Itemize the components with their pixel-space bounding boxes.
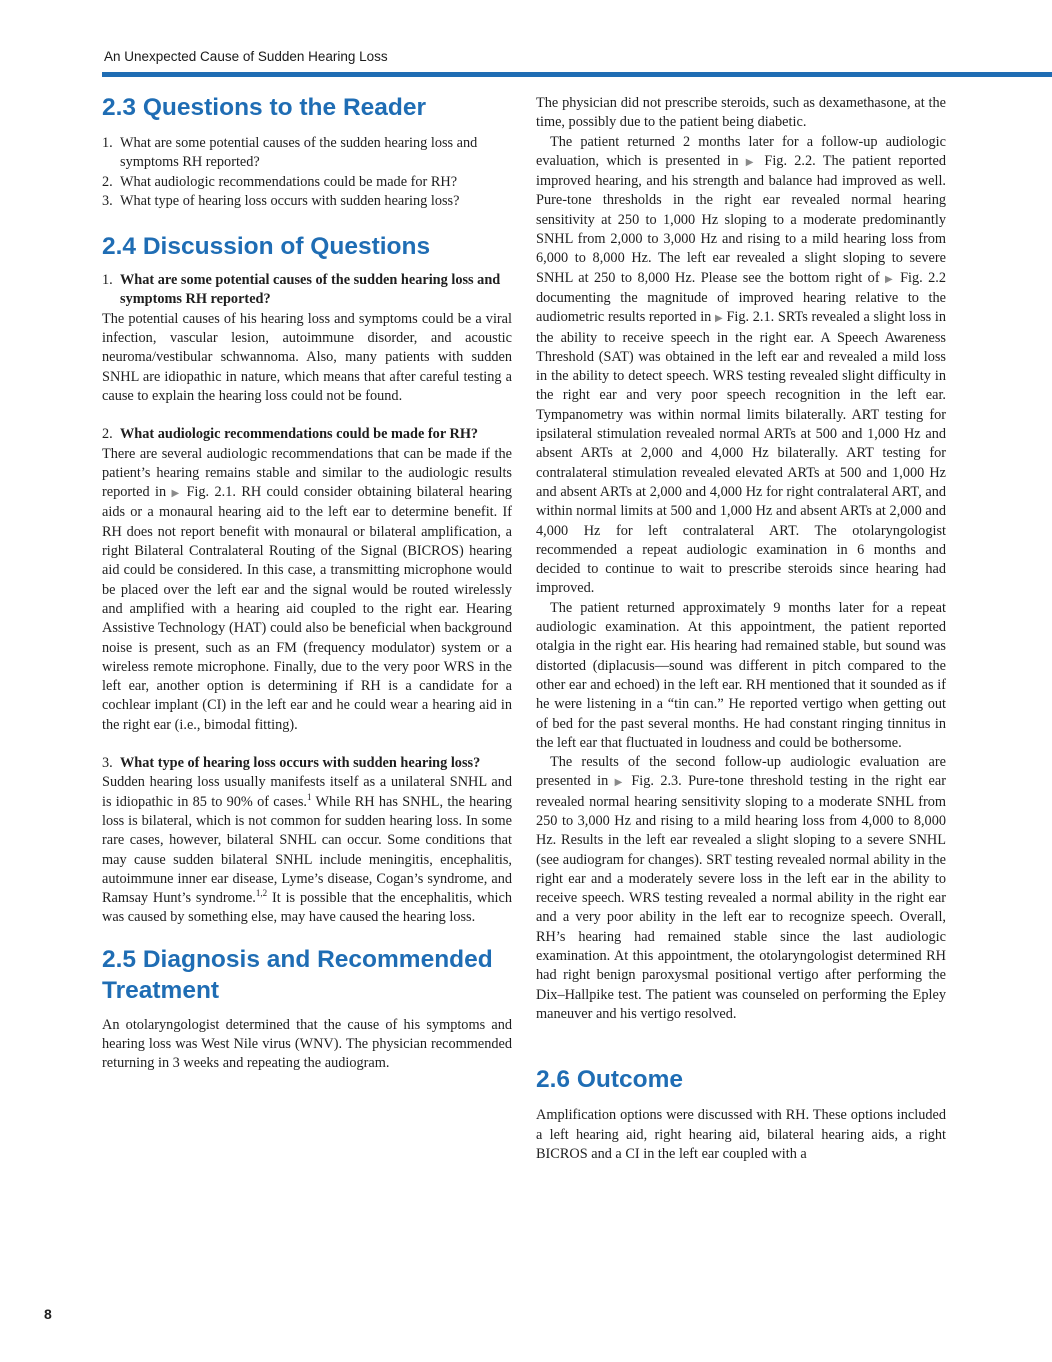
list-item <box>102 192 512 211</box>
figure-ref-link[interactable]: Fig. 2.2. <box>764 152 816 169</box>
paragraph <box>536 133 946 599</box>
paragraph: The physician did not prescribe steroids, such as dexamethasone, at the time, possibly due to the patient being diabetic. <box>536 95 946 131</box>
question-number: 2. <box>102 426 113 443</box>
paragraph-text: documenting the magnitude of improved hearing relative to the audiometric results reported in <box>536 289 946 326</box>
figure-ref-link[interactable]: Fig. 2.3. <box>631 773 682 790</box>
triangle-right-icon: ▶ <box>885 273 895 285</box>
paragraph-text: Pure-tone threshold testing in the right ear revealed normal hearing sensitivity sloping to a moderate SNHL from 250 to 3,000 Hz and rising to a mild hearing loss from 4,000 to 8,000 Hz. Results in the left ear revealed a slight sloping to a severe SNHL (see audiogram for changes). SRT testing revealed normal ability in the right ear and a moderately severe loss in the left ear in the ability to receive speech. WRS testing revealed a normal ability in the right ear and a very poor ability in the left ear to recognize speech. Overall, RH’s hearing had remained stable since the last audiologic examination. At this appointment, the otolaryngologist determined RH had right benign paroxysmal positional vertigo after performing the Dix–Hallpike test. The patient was counseled on performing the Epley maneuver and his vertigo resolved. <box>536 773 946 1022</box>
paragraph-text: The patient returned 2 months later for a follow-up audiologic evaluation, which is presented in <box>536 133 946 169</box>
answer-text: There are several audiologic recommendations that can be made if the patient’s hearing remains stable and similar to the audiologic results reported in <box>102 445 512 501</box>
answer-text: It is possible that the encephalitis, which was caused by something else, may have caused the hearing loss. <box>102 890 512 926</box>
triangle-right-icon: ▶ <box>171 488 182 500</box>
triangle-right-icon: ▶ <box>715 313 723 325</box>
section-2-4-title: 2.4 Discussion of Questions <box>102 233 431 261</box>
triangle-right-icon: ▶ <box>614 777 626 789</box>
section-2-6-title: 2.6 Outcome <box>536 1066 684 1094</box>
answer-text: Sudden hearing loss usually manifests itself as a unilateral SNHL and is idiopathic in 85 to 90% of cases. <box>102 774 512 810</box>
question-1-heading <box>102 271 512 310</box>
list-number: 1. <box>102 135 113 151</box>
list-number: 2. <box>102 173 113 190</box>
section-2-3-title: 2.3 Questions to the Reader <box>102 94 427 121</box>
question-number: 3. <box>102 755 113 772</box>
running-head: An Unexpected Cause of Sudden Hearing Loss <box>104 49 388 64</box>
left-column <box>102 92 512 1074</box>
question-text: What are some potential causes of the sudden hearing loss and symptoms RH reported? <box>120 272 501 308</box>
citation-ref[interactable]: 1 <box>307 791 312 802</box>
question-text: What audiologic recommendations could be made for RH? <box>120 426 479 443</box>
answer-text: While RH has SNHL, the hearing loss is bilateral, which is not common for sudden hearing loss. In some rare cases, however, bilateral SNHL can occur. Some conditions that may cause sudden bilateral SNHL include meningitis, encephalitis, autoimmune inner ear disease, Lyme’s disease, Cogan’s syndrome, and Ramsay Hunt’s syndrome. <box>102 793 512 907</box>
paragraph-text: The patient reported improved hearing, and his strength and balance had improved as well. Pure-tone thresholds in the right ear revealed normal hearing sensitivity at 250 to 1,000 Hz sloping to a moderate predominantly SNHL from 2,000 to 3,000 Hz and rising to a mild hearing loss from 6,000 to 8,000 Hz. The left ear revealed a slight sloping to severe SNHL at 250 to 8,000 Hz. Please see the bottom right of <box>536 152 946 286</box>
figure-ref-link[interactable]: Fig. 2.2 <box>900 269 947 286</box>
question-2-heading <box>102 425 512 444</box>
section-2-5-title: 2.5 Diagnosis and Recommended Treatment <box>102 945 493 1004</box>
citation-ref[interactable]: 1,2 <box>255 888 268 899</box>
question-3-answer <box>102 773 512 927</box>
figure-ref-link[interactable]: Fig. 2.1. <box>726 309 775 326</box>
question-text: What type of hearing loss occurs with sudden hearing loss? <box>120 755 481 772</box>
paragraph <box>536 753 946 1024</box>
list-number: 3. <box>102 192 113 209</box>
right-column <box>536 94 946 1164</box>
question-3-heading <box>102 754 512 773</box>
list-text: What audiologic recommendations could be made for RH? <box>120 173 458 190</box>
section-2-6-body: Amplification options were discussed with RH. These options included a left hearing aid, right hearing aid, bilateral hearing aids, a right BICROS and a CI in the left ear coupled with a <box>536 1107 946 1162</box>
question-1-answer: The potential causes of his hearing loss and symptoms could be a viral infection, vascular lesion, autoimmune disorder, and acoustic neuroma/vestibular schwannoma. Also, many patients with sudden SNHL are idiopathic in nature, which means that after careful testing a cause to explain the hearing loss could not be found. <box>102 310 512 404</box>
list-text: What type of hearing loss occurs with sudden hearing loss? <box>120 192 460 209</box>
paragraph-text: SRTs revealed a slight loss in the ability to receive speech in the right ear. A Speech Awareness Threshold (SAT) was obtained in the left ear and revealed a mild loss in the ability to detect speech. WRS testing revealed slight difficulty in the right ear and very poor speech recognition in the left ear. Tympanometry was within normal limits bilaterally. ART testing for ipsilateral stimulation revealed normal ARTs at 500 and 1,000 Hz and absent ARTs at 2,000 and 4,000 Hz bilaterally. ART testing for contralateral stimulation revealed elevated ARTs at 500 and 1,000 Hz and absent ARTs at 2,000 and 4,000 Hz for right contralateral ART, and within normal limits at 500 and 1,000 Hz and absent ARTs at 2,000 and 4,000 Hz for left contralateral ART. The otolaryngologist recommended a repeat audiologic examination in 6 months and decided to continue to wait to prescribe steroids since hearing had improved. <box>536 309 947 597</box>
list-text: What are some potential causes of the sudden hearing loss and symptoms RH reported? <box>120 135 478 171</box>
question-number: 1. <box>102 272 113 289</box>
paragraph-text: The results of the second follow-up audiologic evaluation are presented in <box>536 754 946 790</box>
reader-questions-list <box>102 134 512 211</box>
list-item <box>102 173 512 192</box>
question-2-answer <box>102 445 512 735</box>
answer-text: RH could consider obtaining bilateral hearing aids or a monaural hearing aid to the left ear to determine benefit. If RH does not report benefit with monaural or bilateral amplification, a right Bilateral Contralateral Routing of the Signal (BICROS) hearing aid could be considered. In this case, a transmitting microphone would be placed over the left ear and the signal would be routed wirelessly and amplified with a hearing aid coupled to the right ear. Hearing Assistive Technology (HAT) could also be beneficial when background noise is present, such as an FM (frequency modulator) system or a wireless remote microphone. Finally, due to the very poor WRS in the left ear, another option is determining if RH is a candidate for a cochlear implant (CI) in the left ear and he could wear a hearing aid in the right ear (i.e., bimodal fitting). <box>102 484 513 733</box>
list-item <box>102 134 512 173</box>
triangle-right-icon: ▶ <box>745 156 758 168</box>
paragraph: The patient returned approximately 9 months later for a repeat audiologic examination. At this appointment, the patient reported otalgia in the right ear. His hearing had remained stable, but sound was distorted (diplacusis—sound was different in pitch compared to the other ear and echoed) in the left ear. RH mentioned that it sounded as if he were listening in a “tin can.” He reported vertigo when getting out of bed for the past several months. He had constant ringing tinnitus in the left ear that fluctuated in loudness and could be bothersome. <box>536 599 946 751</box>
section-2-5-body: An otolaryngologist determined that the cause of his symptoms and hearing loss was West Nile virus (WNV). The physician recommended returning in 3 weeks and repeating the audiogram. <box>102 1016 512 1072</box>
figure-ref-link[interactable]: Fig. 2.1. <box>186 484 236 501</box>
page-number: 8 <box>44 1306 52 1322</box>
header-rule <box>102 72 1052 77</box>
